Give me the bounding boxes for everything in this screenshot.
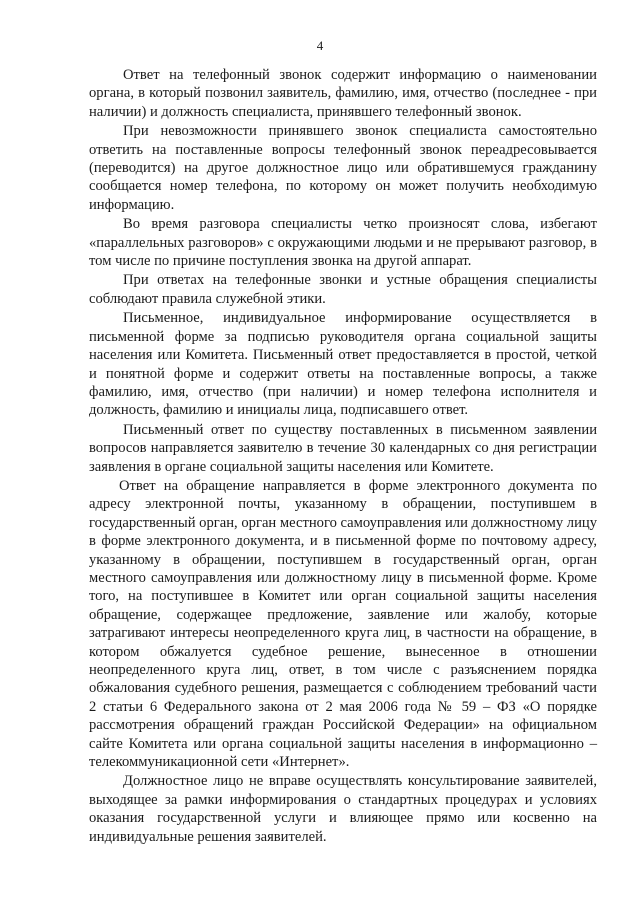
paragraph-written-informing: Письменное, индивидуальное информирование осуществляется в письменной форме за подписью руководителя органа социальной защиты населения или Комитета. Письменный ответ предоставляется в простой, четкой и понятной форме и содержит ответы на поставленные вопросы, а также фамилию, имя, отчество (при наличии) и номер телефона исполнителя и должность, фамилию и инициалы лица, подписавшего ответ. [89,310,597,419]
paragraph-consulting-limits: Должностное лицо не вправе осуществлять консультирование заявителей, выходящее за рамки информирования о стандартных процедурах и условиях оказания государственной услуги и влияющее прямо или косвенно на индивидуальные решения заявителей. [89,773,597,845]
paragraph-call-redirect: При невозможности принявшего звонок специалиста самостоятельно ответить на поставленные вопросы телефонный звонок переадресовывается (переводится) на другое должностное лицо или обратившемуся гражданину сообщается номер телефона, по которому он может получить необходимую информацию. [89,123,597,213]
page-number: 4 [316,38,324,53]
paragraph-phone-answer: Ответ на телефонный звонок содержит информацию о наименовании органа, в который позвонил заявитель, фамилию, имя, отчество (последнее - при наличии) и должность специалиста, принявшего телефонный звонок. [89,67,597,120]
document-body [89,66,597,847]
paragraph-written-answer-term: Письменный ответ по существу поставленных в письменном заявлении вопросов направляется заявителю в течение 30 календарных со дня регистрации заявления в органе социальной защиты населения или Комитете. [89,421,597,475]
paragraph-electronic-answer: Ответ на обращение направляется в форме электронного документа по адресу электронной почты, указанному в обращении, поступившем в государственный орган, орган местного самоуправления или должностному лицу в форме электронного документа, и в письменной форме по почтовому адресу, указанному в обращении, поступившем в государственный орган, орган местного самоуправления или должностному лицу в письменной форме. Кроме того, на поступившее в Комитет или орган социальной защиты населения обращение, содержащее предложение, заявление или жалобу, которые затрагивают интересы неопределенного круга лиц, в частности на обращение, в котором обжалуется судебное решение, вынесенное в отношении неопределенного круга лиц, ответ, в том числе с разъяснением порядка обжалования судебного решения, размещается с соблюдением требований части 2 статьи 6 Федерального закона от 2 мая 2006 года № 59 – ФЗ «О порядке рассмотрения обращений граждан Российской Федерации» на официальном сайте Комитета или органа социальной защиты населения в информационно – телекоммуникационной сети «Интернет». [89,477,597,771]
paragraph-service-ethics: При ответах на телефонные звонки и устные обращения специалисты соблюдают правила служебной этики. [89,272,597,307]
paragraph-conversation-rules: Во время разговора специалисты четко произносят слова, избегают «параллельных разговоров» с окружающими людьми и не прерывают разговор, в том числе по причине поступления звонка на другой аппарат. [89,216,597,270]
